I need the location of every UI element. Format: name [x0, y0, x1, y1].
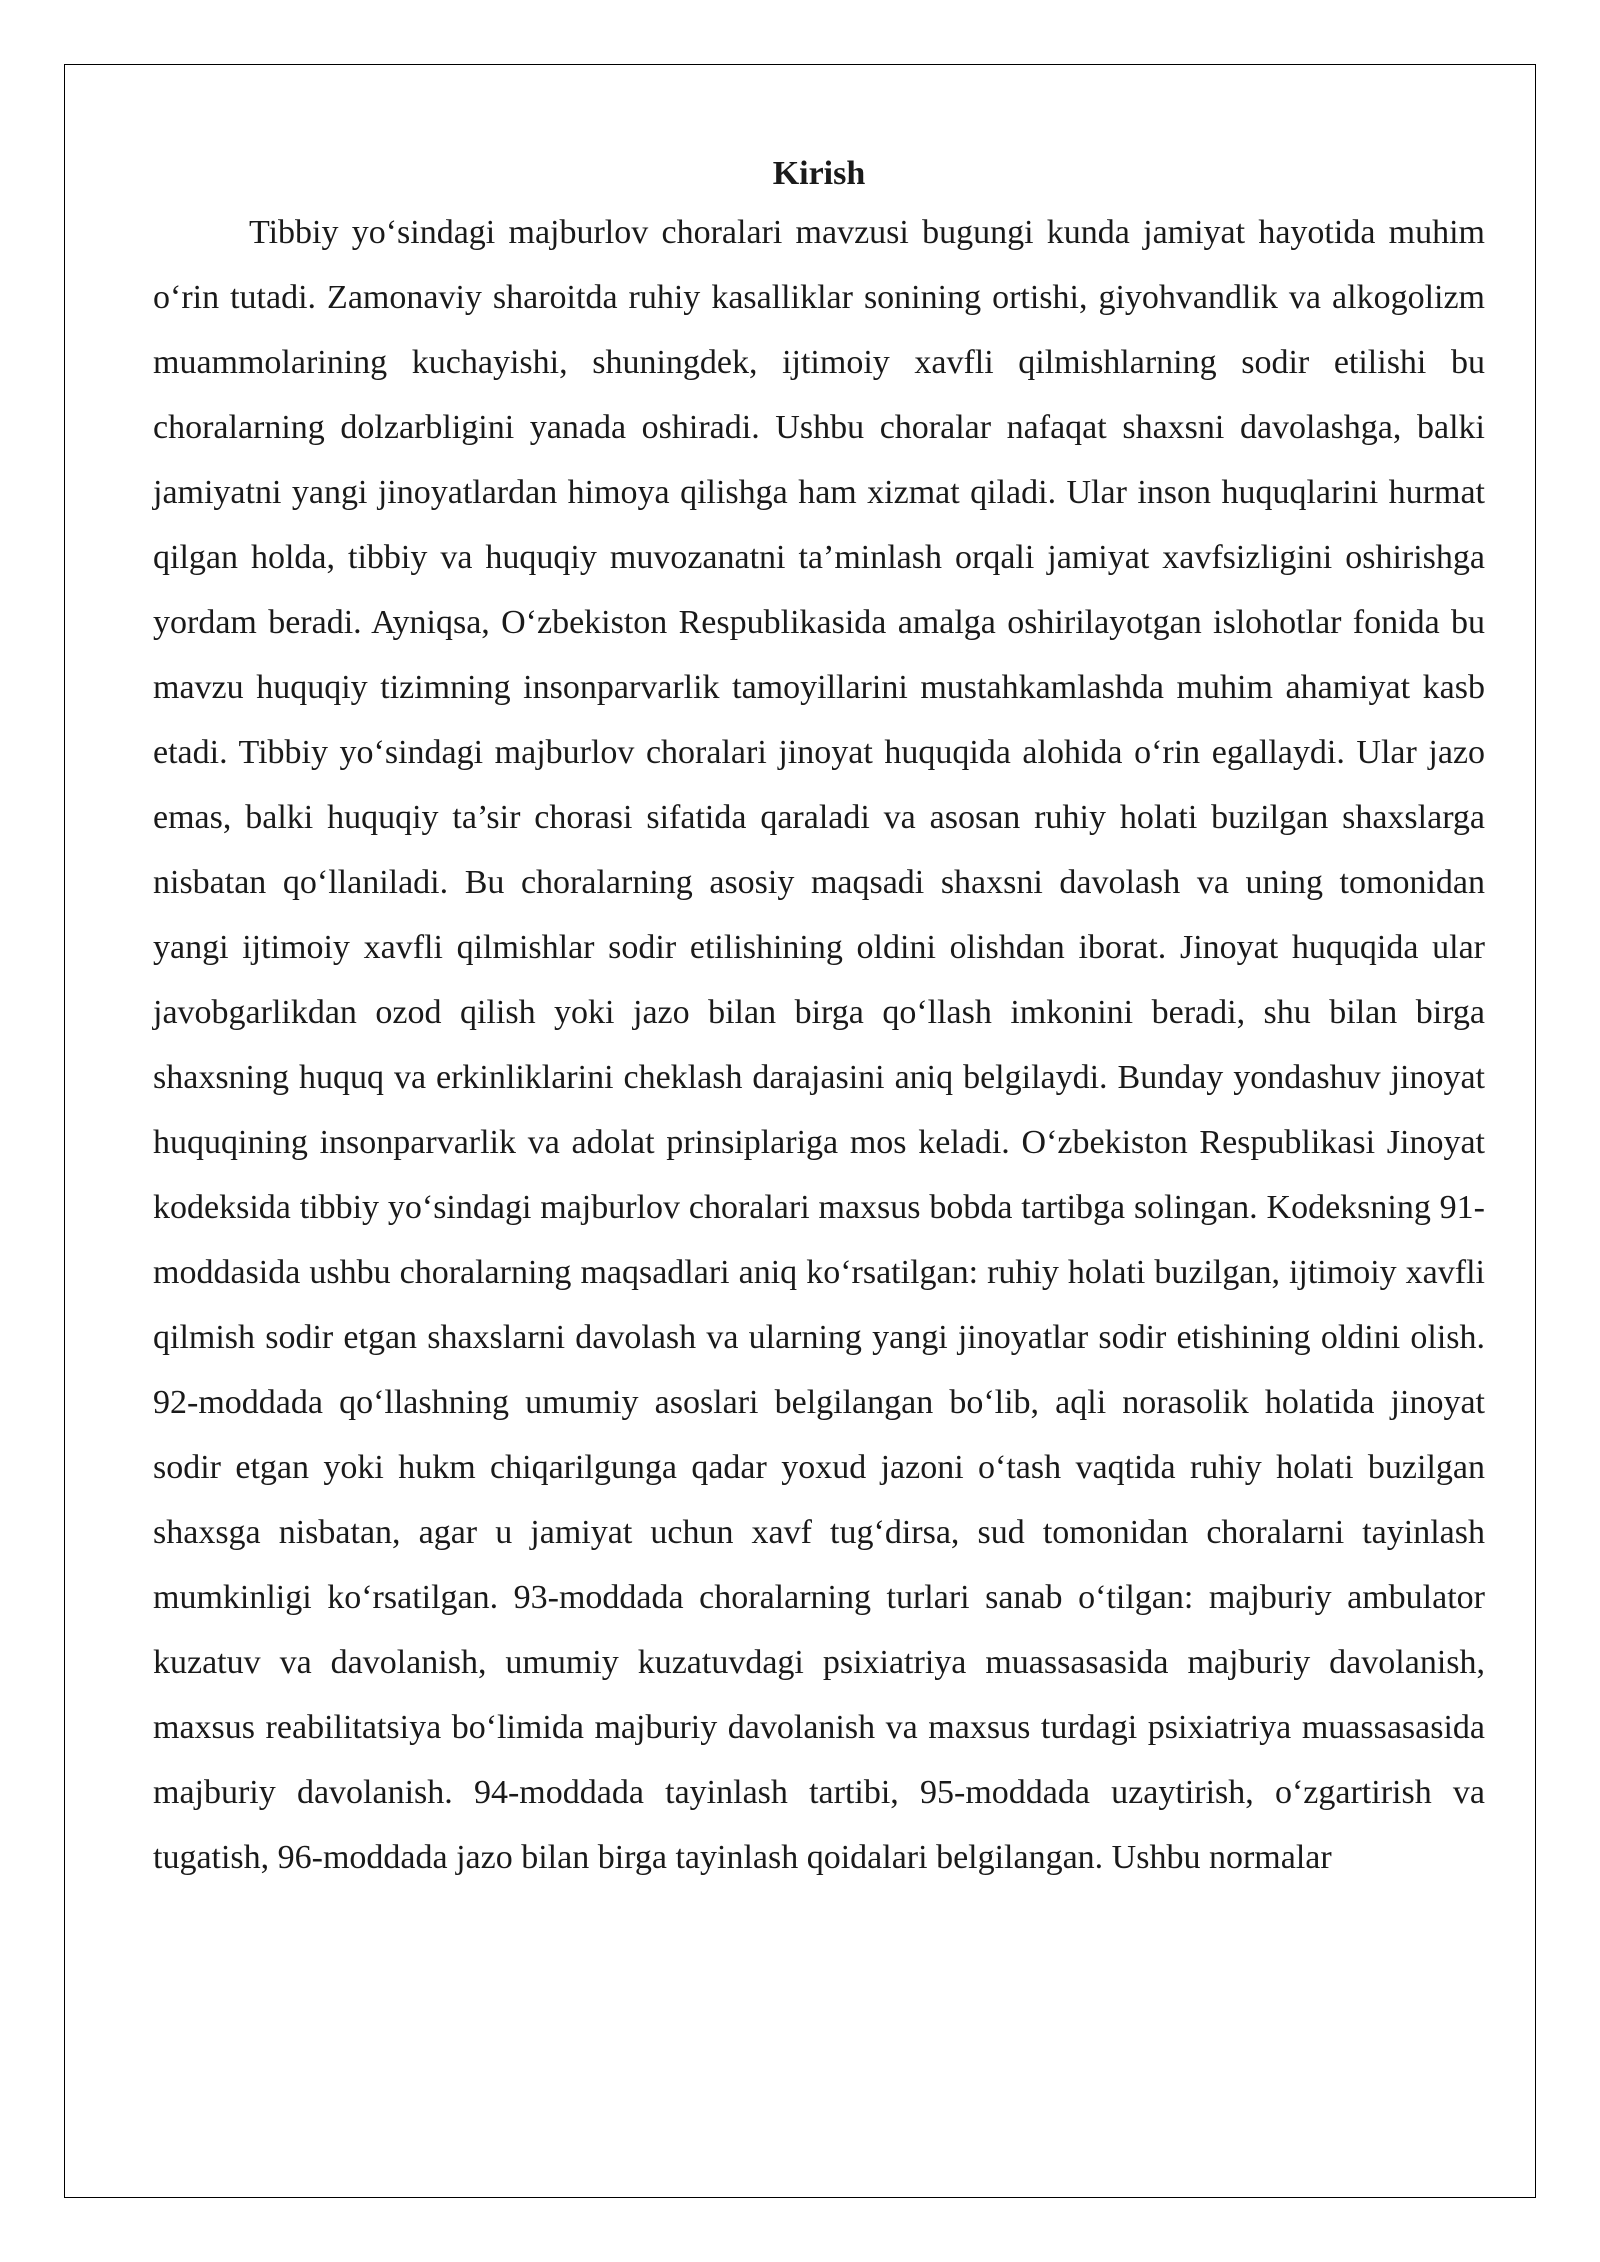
document-content [153, 148, 1485, 1890]
document-title: Kirish [772, 155, 866, 192]
body-paragraph: Tibbiy yo‘sindagi majburlov choralari mavzusi bugungi kunda jamiyat hayotida muhim o‘rin tutadi. Zamonaviy sharoitda ruhiy kasalliklar sonining ortishi, giyohvandlik va alkogolizm muammolarining kuchayishi, shuningdek, ijtimoiy xavfli qilmishlarning sodir etilishi bu choralarning dolzarbligini yanada oshiradi. Ushbu choralar nafaqat shaxsni davolashga, balki jamiyatni yangi jinoyatlardan himoya qilishga ham xizmat qiladi. Ular inson huquqlarini hurmat qilgan holda, tibbiy va huquqiy muvozanatni ta’minlash orqali jamiyat xavfsizligini oshirishga yordam beradi. Ayniqsa, O‘zbekiston Respublikasida amalga oshirilayotgan islohotlar fonida bu mavzu huquqiy tizimning insonparvarlik tamoyillarini mustahkamlashda muhim ahamiyat kasb etadi. Tibbiy yo‘sindagi majburlov choralari jinoyat huquqida alohida o‘rin egallaydi. Ular jazo emas, balki huquqiy ta’sir chorasi sifatida qaraladi va asosan ruhiy holati buzilgan shaxslarga nisbatan qo‘llaniladi. Bu choralarning asosiy maqsadi shaxsni davolash va uning tomonidan yangi ijtimoiy xavfli qilmishlar sodir etilishining oldini olishdan iborat. Jinoyat huquqida ular javobgarlikdan ozod qilish yoki jazo bilan birga qo‘llash imkonini beradi, shu bilan birga shaxsning huquq va erkinliklarini cheklash darajasini aniq belgilaydi. Bunday yondashuv jinoyat huquqining insonparvarlik va adolat prinsiplariga mos keladi. O‘zbekiston Respublikasi Jinoyat kodeksida tibbiy yo‘sindagi majburlov choralari maxsus bobda tartibga solingan. Kodeksning 91-moddasida ushbu choralarning maqsadlari aniq ko‘rsatilgan: ruhiy holati buzilgan, ijtimoiy xavfli qilmish sodir etgan shaxslarni davolash va ularning yangi jinoyatlar sodir etishining oldini olish. 92-moddada qo‘llashning umumiy asoslari belgilangan bo‘lib, aqli norasolik holatida jinoyat sodir etgan yoki hukm chiqarilgunga qadar yoxud jazoni o‘tash vaqtida ruhiy holati buzilgan shaxsga nisbatan, agar u jamiyat uchun xavf tug‘dirsa, sud tomonidan choralarni tayinlash mumkinligi ko‘rsatilgan. 93-moddada choralarning turlari sanab o‘tilgan: majburiy ambulator kuzatuv va davolanish, umumiy kuzatuvdagi psixiatriya muassasasida majburiy davolanish, maxsus reabilitatsiya bo‘limida majburiy davolanish va maxsus turdagi psixiatriya muassasasida majburiy davolanish. 94-moddada tayinlash tartibi, 95-moddada uzaytirish, o‘zgartirish va tugatish, 96-moddada jazo bilan birga tayinlash qoidalari belgilangan. Ushbu normalar [153, 214, 1485, 1876]
